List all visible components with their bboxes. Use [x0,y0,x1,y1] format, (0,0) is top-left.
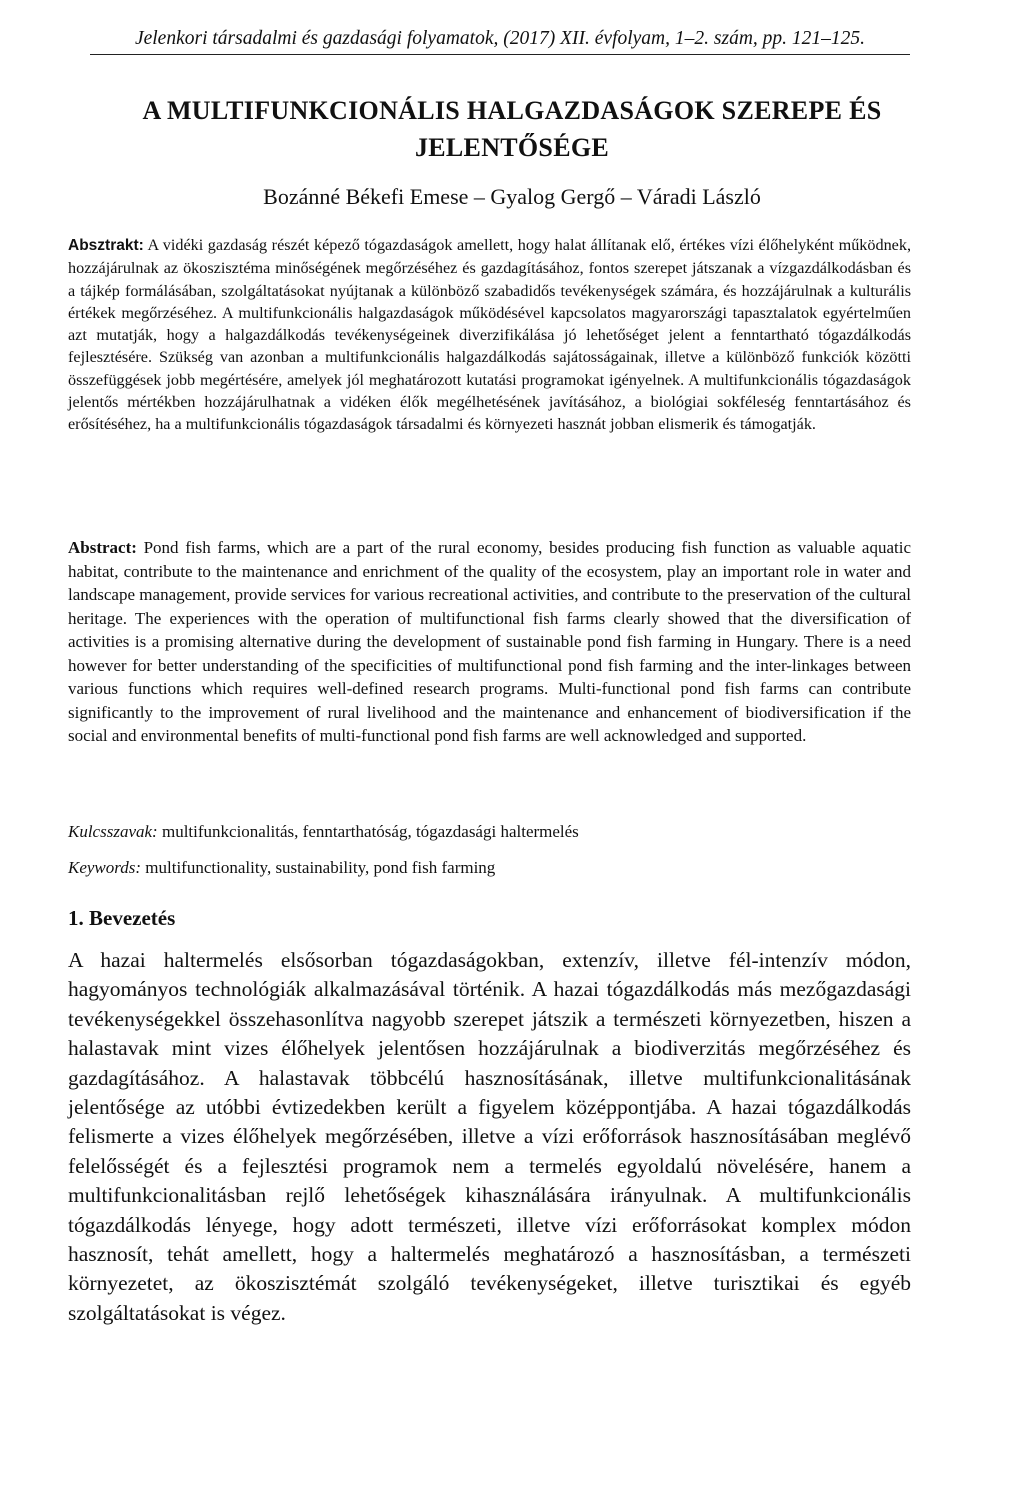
running-head: Jelenkori társadalmi és gazdasági folyamatok, (2017) XII. évfolyam, 1–2. szám, pp. 121–125. [90,28,910,55]
keywords-english [68,858,911,878]
keywords-hu-label: Kulcsszavak: [68,822,158,841]
abstract-hu-label: Absztrakt: [68,237,144,254]
abstract-hungarian [68,234,911,436]
abstract-en-label: Abstract: [68,538,137,557]
keywords-hungarian [68,822,911,842]
abstract-english [68,536,911,748]
keywords-en-text: multifunctionality, sustainability, pond fish farming [145,858,496,877]
article-title: A MULTIFUNKCIONÁLIS HALGAZDASÁGOK SZEREPE ÉS JELENTŐSÉGE [142,96,882,162]
abstract-en-text: Pond fish farms, which are a part of the rural economy, besides producing fish function as valuable aquatic habitat, contribute to the maintenance and enrichment of the quality of the ecosystem, play an important role in water and landscape management, provide services for various recreational activities, and contribute to the preservation of the cultural heritage. The experiences with the operation of multifunctional fish farms clearly showed that the diversification of activities is a promising alternative during the development of sustainable pond fish farming in Hungary. There is a need however for better understanding of the specificities of multifunctional pond fish farming and the inter-linkages between various functions which requires well-defined research programs. Multi-functional pond fish farms can contribute significantly to the improvement of rural livelihood and the maintenance and enhancement of biodiversification if the social and environmental benefits of multi-functional pond fish farms are well acknowledged and supported. [68,538,912,745]
keywords-hu-text: multifunkcionalitás, fenntarthatóság, tógazdasági haltermelés [161,822,579,841]
section-body-text: A hazai haltermelés elsősorban tógazdaságokban, extenzív, illetve fél-intenzív módon, hagyományos technológiák alkalmazásával történik. A hazai tógazdálkodás más mezőgazdasági tevékenységekkel összehasonlítva nagyobb szerepet játszik a természeti környezetben, hiszen a halastavak mint vizes élőhelyek jelentősen hozzájárulnak a biodiverzitás megőrzéséhez és gazdagításához. A halastavak többcélú hasznosításának, illetve multifunkcionalitásának jelentősége az utóbbi évtizedekben került a figyelem középpontjába. A hazai tógazdálkodás felismerte a vizes élőhelyek megőrzésében, illetve a vízi erőforrások hasznosításában meglévő felelősségét és a fejlesztési programok nem a termelés egyoldalú növelésére, hanem a multifunkcionalitásban rejlő lehetőségek kihasználására irányulnak. A multifunkcionális tógazdálkodás lényege, hogy adott természeti, illetve vízi erőforrásokat komplex módon hasznosít, tehát amellett, hogy a haltermelés meghatározó a hasznosításban, a természeti környezetet, az ökoszisztémát szolgáló tevékenységeket, illetve turisztikai és egyéb szolgáltatásokat is végez. [68,948,911,1325]
abstract-hu-text: A vidéki gazdaság részét képező tógazdaságok amellett, hogy halat állítanak elő, értékes vízi élőhelyként működnek, hozzájárulnak az ökoszisztéma minőségének megőrzéséhez és gazdagításához, fontos szerepet játszanak a vízgazdálkodásban és a tájkép formálásában, szolgáltatásokat nyújtanak a különböző szabadidős tevékenységek számára, és hozzájárulnak a kulturális értékek megőrzéséhez. A multifunkcionális halgazdaságok működésével kapcsolatos magyarországi tapasztalatok egyértelműen azt mutatják, hogy a halgazdálkodás tevékenységeinek diverzifikálása jó lehetőséget jelent a fenntartható tógazdálkodás fejlesztésére. Szükség van azonban a multifunkcionális halgazdálkodás sajátosságainak, illetve a különböző funkciók közötti összefüggések jobb megértésére, amelyek jól meghatározott kutatási programokat igényelnek. A multifunkcionális tógazdaságok jelentős mértékben hozzájárulhatnak a vidéken élők megélhetésének javításához, a biológiai sokféleség fenntartásához és erősítéséhez, ha a multifunkcionális tógazdaságok társadalmi és környezeti hasznát jobban elismerik és támogatják. [68,236,911,434]
article-authors: Bozánné Békefi Emese – Gyalog Gergő – Váradi László [263,184,761,209]
section-heading: 1. Bevezetés [68,906,176,930]
keywords-en-label: Keywords: [68,858,142,877]
